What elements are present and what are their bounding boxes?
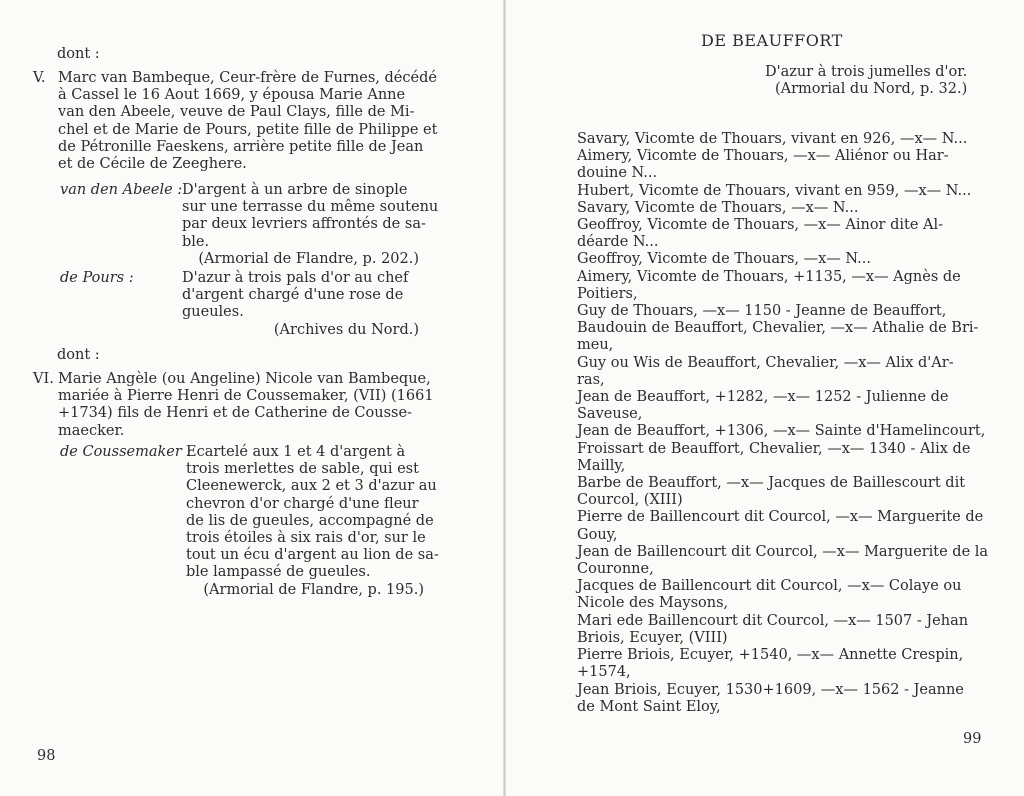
genealogy-line: Guy de Thouars, —x— 1150 - Jeanne de Beauffort,: [577, 303, 947, 320]
entry-line: maecker.: [58, 422, 125, 439]
genealogy-line: Jean de Beauffort, +1282, —x— 1252 - Julienne de: [577, 389, 949, 406]
book-gutter: [503, 0, 506, 796]
blazon: [765, 64, 967, 98]
genealogy-line: Aimery, Vicomte de Thouars, —x— Aliénor ou Har-: [577, 148, 949, 165]
genealogy-line: Geoffroy, Vicomte de Thouars, —x— Ainor dite Al-: [577, 217, 944, 234]
arms-line: par deux levriers affrontés de sa-: [182, 216, 426, 233]
entry-line: Marc van Bambeque, Ceur-frère de Furnes, décédé: [58, 70, 437, 86]
genealogy-line: douine N...: [577, 165, 658, 182]
genealogy-line: +1574,: [577, 664, 631, 681]
arms-line: D'azur à trois pals d'or au chef: [182, 270, 409, 286]
arms-label: de Coussemaker :: [60, 444, 192, 460]
genealogy-line: Gouy,: [577, 526, 618, 543]
genealogy-line: Pierre de Baillencourt dit Courcol, —x— Marguerite de: [577, 509, 984, 526]
genealogy-line: Savary, Vicomte de Thouars, —x— N...: [577, 199, 859, 216]
genealogy-line: Geoffroy, Vicomte de Thouars, —x— N...: [577, 251, 871, 268]
genealogy-line: Briois, Ecuyer, (VIII): [577, 629, 728, 646]
entry-line: et de Cécile de Zeeghere.: [58, 156, 247, 173]
entry-line: mariée à Pierre Henri de Coussemaker, (VII) (1661: [58, 388, 434, 405]
genealogy-line: Hubert, Vicomte de Thouars, vivant en 959, —x— N...: [577, 182, 972, 199]
genealogy-line: ras,: [577, 371, 605, 388]
genealogy-line: Jean Briois, Ecuyer, 1530+1609, —x— 1562 - Jeanne: [577, 681, 964, 698]
arms-source: (Armorial de Flandre, p. 195.): [203, 581, 424, 598]
entry-line: Marie Angèle (ou Angeline) Nicole van Bambeque,: [58, 371, 431, 387]
entry-line: chel et de Marie de Pours, petite fille de Philippe et: [58, 121, 438, 138]
genealogy-line: Nicole des Maysons,: [577, 595, 729, 612]
entry-line: à Cassel le 16 Aout 1669, y épousa Marie Anne: [58, 87, 406, 104]
genealogy-line: Froissart de Beauffort, Chevalier, —x— 1340 - Alix de: [577, 440, 971, 457]
arms-line: ble.: [182, 233, 210, 250]
page-title: DE BEAUFFORT: [701, 31, 843, 50]
genealogy-line: Couronne,: [577, 561, 654, 578]
arms-line: trois merlettes de sable, qui est: [186, 461, 419, 478]
genealogy-list: [577, 131, 988, 716]
genealogy-line: Aimery, Vicomte de Thouars, +1135, —x— Agnès de: [577, 268, 961, 285]
genealogy-line: Saveuse,: [577, 406, 643, 423]
page-number-left: 98: [37, 748, 56, 764]
arms-line: d'argent chargé d'une rose de: [182, 287, 404, 304]
arms-source: (Armorial de Flandre, p. 202.): [198, 250, 419, 267]
arms-label: van den Abeele :: [60, 182, 183, 198]
entry-line: de Pétronille Faeskens, arrière petite fille de Jean: [58, 138, 424, 155]
arms-line: ble lampassé de gueules.: [186, 564, 371, 581]
genealogy-line: Courcol, (XIII): [577, 492, 683, 509]
genealogy-line: Jean de Beauffort, +1306, —x— Sainte d'Hamelincourt,: [577, 423, 986, 440]
genealogy-line: Savary, Vicomte de Thouars, vivant en 926, —x— N...: [577, 131, 968, 147]
genealogy-line: Barbe de Beauffort, —x— Jacques de Baillescourt dit: [577, 475, 966, 492]
genealogy-line: Jean de Baillencourt dit Courcol, —x— Marguerite de la: [577, 543, 989, 560]
arms-line: Ecartelé aux 1 et 4 d'argent à: [186, 444, 406, 460]
genealogy-line: de Mont Saint Eloy,: [577, 698, 721, 715]
entry-line: van den Abeele, veuve de Paul Clays, fille de Mi-: [58, 104, 415, 121]
entry-line: +1734) fils de Henri et de Catherine de Cousse-: [58, 405, 412, 422]
genealogy-line: déarde N...: [577, 234, 659, 251]
arms-source: (Archives du Nord.): [273, 321, 419, 338]
left-page: [0, 0, 505, 796]
arms-line: trois étoiles à six rais d'or, sur le: [186, 530, 426, 547]
blazon-text: D'azur à trois jumelles d'or.: [765, 64, 968, 80]
dont-label: dont :: [57, 46, 100, 62]
entry-numeral: VI.: [33, 371, 54, 387]
arms-label: de Pours :: [60, 270, 134, 286]
arms-line: Cleenewerck, aux 2 et 3 d'azur au: [186, 478, 437, 495]
entry-vi: [33, 371, 433, 440]
arms-line: chevron d'or chargé d'une fleur: [186, 495, 419, 512]
genealogy-line: Mailly,: [577, 457, 626, 474]
genealogy-line: meu,: [577, 337, 614, 354]
entry-v: [33, 70, 438, 173]
dont-label: dont :: [57, 347, 100, 363]
genealogy-line: Jacques de Baillencourt dit Courcol, —x— Colaye ou: [577, 578, 962, 595]
arms-line: tout un écu d'argent au lion de sa-: [186, 547, 439, 564]
genealogy-line: Pierre Briois, Ecuyer, +1540, —x— Annette Crespin,: [577, 647, 964, 664]
genealogy-line: Guy ou Wis de Beauffort, Chevalier, —x— Alix d'Ar-: [577, 354, 954, 371]
blazon-source: (Armorial du Nord, p. 32.): [774, 81, 968, 97]
page-number-right: 99: [963, 731, 982, 747]
arms-line: D'argent à un arbre de sinople: [182, 182, 408, 198]
genealogy-line: Poitiers,: [577, 285, 638, 302]
arms-line: gueules.: [182, 304, 244, 321]
genealogy-line: Baudouin de Beauffort, Chevalier, —x— Athalie de Bri-: [577, 320, 979, 337]
arms-line: de lis de gueules, accompagné de: [186, 512, 434, 529]
arms-line: sur une terrasse du même soutenu: [182, 199, 439, 216]
genealogy-line: Mari ede Baillencourt dit Courcol, —x— 1507 - Jehan: [577, 612, 969, 629]
entry-numeral: V.: [33, 70, 46, 86]
